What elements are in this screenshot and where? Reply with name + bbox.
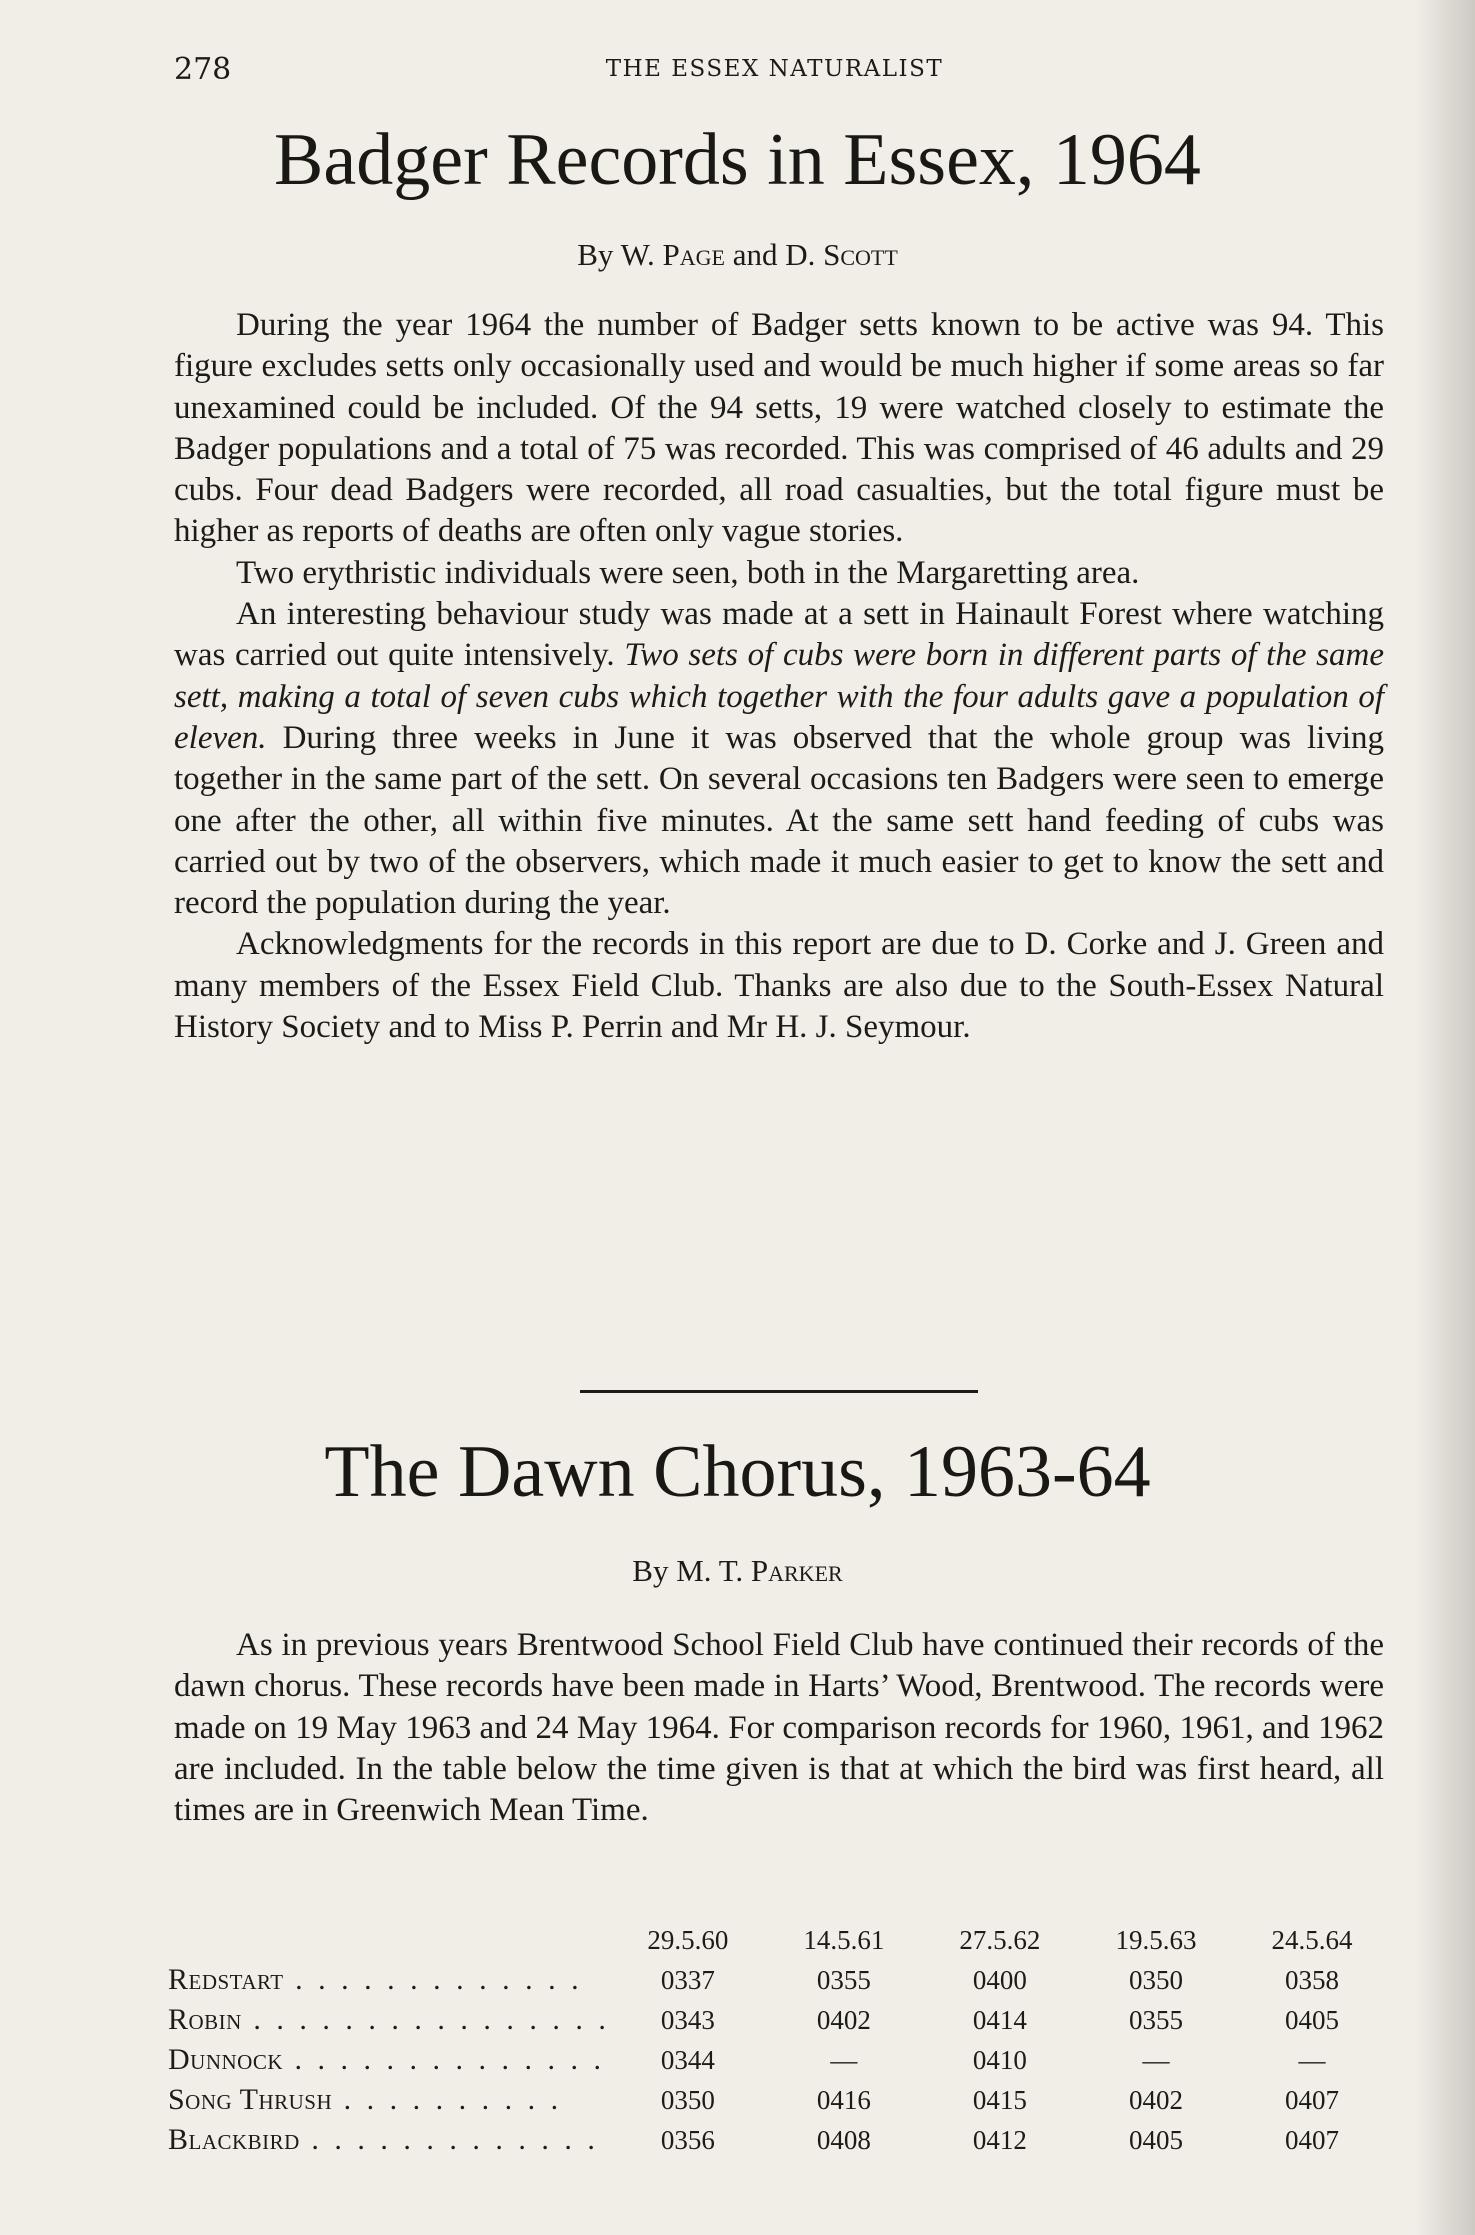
table-row: [168, 1960, 1390, 2000]
time-cell: 0337: [660, 1964, 715, 1995]
badger-paragraph-1: During the year 1964 the number of Badger setts known to be active was 94. This figure excludes setts only occasionally used and would be much higher if some areas so far unexamined could be included. Of the 94 setts, 19 were watched closely to estimate the Badger populations and a total of 75 was recorded. This was comprised of 46 adults and 29 cubs. Four dead Badgers were recorded, all road casualties, but the total figure must be higher as reports of deaths are often only vague stories.: [174, 307, 1384, 550]
time-cell: 0350: [660, 2084, 715, 2115]
time-cell: 0408: [816, 2124, 871, 2155]
dot-leader: . . . . . . . . . .: [332, 2083, 563, 2116]
badger-article-body: [174, 305, 1384, 1048]
species-name: [168, 2080, 610, 2120]
table-header-date: 14.5.61: [803, 1924, 885, 1955]
badger-paragraph-3: [174, 594, 1384, 924]
time-cell: —: [1298, 2044, 1326, 2075]
time-cell: 0415: [972, 2084, 1027, 2115]
dot-leader: . . . . . . . . . . . . .: [299, 2123, 599, 2156]
time-cell: 0402: [1128, 2084, 1183, 2115]
para3-text-a: An interesting behaviour study was made at a sett in Hainault Forest where watching was carried out quite intensively.: [174, 596, 1384, 674]
page-number: 278: [174, 52, 232, 87]
time-cell: 0410: [972, 2044, 1027, 2075]
time-cell: —: [830, 2044, 858, 2075]
page-header: [174, 52, 1375, 92]
species-name: [168, 2040, 610, 2080]
time-cell: 0402: [816, 2004, 871, 2035]
species-label: Blackbird: [168, 2123, 300, 2156]
byline-prefix: By M. T.: [632, 1553, 751, 1588]
species-label: Redstart: [168, 1963, 284, 1996]
dot-leader: . . . . . . . . . . . . .: [283, 1963, 583, 1996]
species-label: Song Thrush: [168, 2083, 333, 2116]
byline-dawn-chorus: [0, 1553, 1475, 1589]
time-cell: 0405: [1284, 2004, 1339, 2035]
byline-badger: [0, 237, 1475, 273]
table-header-date: 29.5.60: [647, 1924, 729, 1955]
article-title-dawn-chorus: The Dawn Chorus, 1963-64: [324, 1431, 1151, 1513]
time-cell: 0405: [1128, 2124, 1183, 2155]
byline-and: and D.: [724, 237, 824, 272]
time-cell: 0356: [660, 2124, 715, 2155]
author-page: Page: [662, 237, 725, 272]
table-row: [168, 2040, 1390, 2080]
table-header-date: 24.5.64: [1271, 1924, 1353, 1955]
table-header-species: [168, 1920, 610, 1960]
dot-leader: . . . . . . . . . . . . . .: [283, 2043, 605, 2076]
table-row: [168, 2080, 1390, 2120]
species-name: [168, 1960, 610, 2000]
dawn-paragraph-1: As in previous years Brentwood School Field Club have continued their records of the dawn chorus. These records have been made in Harts’ Wood, Brentwood. The records were made on 19 May 1963 and 24 May 1964. For comparison records for 1960, 1961, and 1962 are included. In the table below the time given is that at which the bird was first heard, all times are in Greenwich Mean Time.: [174, 1627, 1384, 1829]
table-header-date: 19.5.63: [1115, 1924, 1197, 1955]
time-cell: —: [1142, 2044, 1170, 2075]
species-label: Dunnock: [168, 2043, 283, 2076]
section-divider: [580, 1390, 978, 1393]
time-cell: 0414: [972, 2004, 1027, 2035]
species-label: Robin: [168, 2003, 242, 2036]
species-name: [168, 2000, 610, 2040]
dawn-chorus-article-body: [174, 1625, 1384, 1831]
time-cell: 0350: [1128, 1964, 1183, 1995]
dawn-chorus-table: [168, 1920, 1390, 2160]
time-cell: 0412: [972, 2124, 1027, 2155]
dot-leader: . . . . . . . . . . . . . . . .: [241, 2003, 610, 2036]
article-title-badger: Badger Records in Essex, 1964: [274, 119, 1201, 201]
page-edge-shadow: [1415, 0, 1475, 2235]
para3-text-b: During three weeks in June it was observed that the whole group was living together in the same part of the sett. On several occasions ten Badgers were seen to emerge one after the other, all within five minutes. At the same sett hand feeding of cubs was carried out by two of the observers, which made it much easier to get to know the sett and record the population during the year.: [174, 719, 1384, 922]
running-title: THE ESSEX NATURALIST: [605, 56, 944, 82]
table-row: [168, 2000, 1390, 2040]
time-cell: 0343: [660, 2004, 715, 2035]
badger-paragraph-4: Acknowledgments for the records in this report are due to D. Corke and J. Green and many members of the Essex Field Club. Thanks are also due to the South-Essex Natural History Society and to Miss P. Perrin and Mr H. J. Seymour.: [174, 926, 1384, 1046]
table-header-date: 27.5.62: [959, 1924, 1041, 1955]
species-name: [168, 2120, 610, 2160]
byline-prefix: By W.: [577, 237, 663, 272]
time-cell: 0358: [1284, 1964, 1339, 1995]
time-cell: 0407: [1284, 2084, 1339, 2115]
time-cell: 0400: [972, 1964, 1027, 1995]
table-row: [168, 2120, 1390, 2160]
time-cell: 0407: [1284, 2124, 1339, 2155]
para3-italic-text: Two sets of cubs were born in different parts of the same sett, making a total of seven cubs which together with the four adults gave a population of eleven.: [174, 637, 1384, 756]
time-cell: 0416: [816, 2084, 871, 2115]
author-scott: Scott: [823, 237, 898, 272]
time-cell: 0344: [660, 2044, 715, 2075]
time-cell: 0355: [1128, 2004, 1183, 2035]
table-header-row: [168, 1920, 1390, 1960]
author-parker: Parker: [750, 1553, 843, 1588]
time-cell: 0355: [816, 1964, 871, 1995]
badger-paragraph-2: Two erythristic individuals were seen, both in the Margaretting area.: [236, 554, 1140, 591]
